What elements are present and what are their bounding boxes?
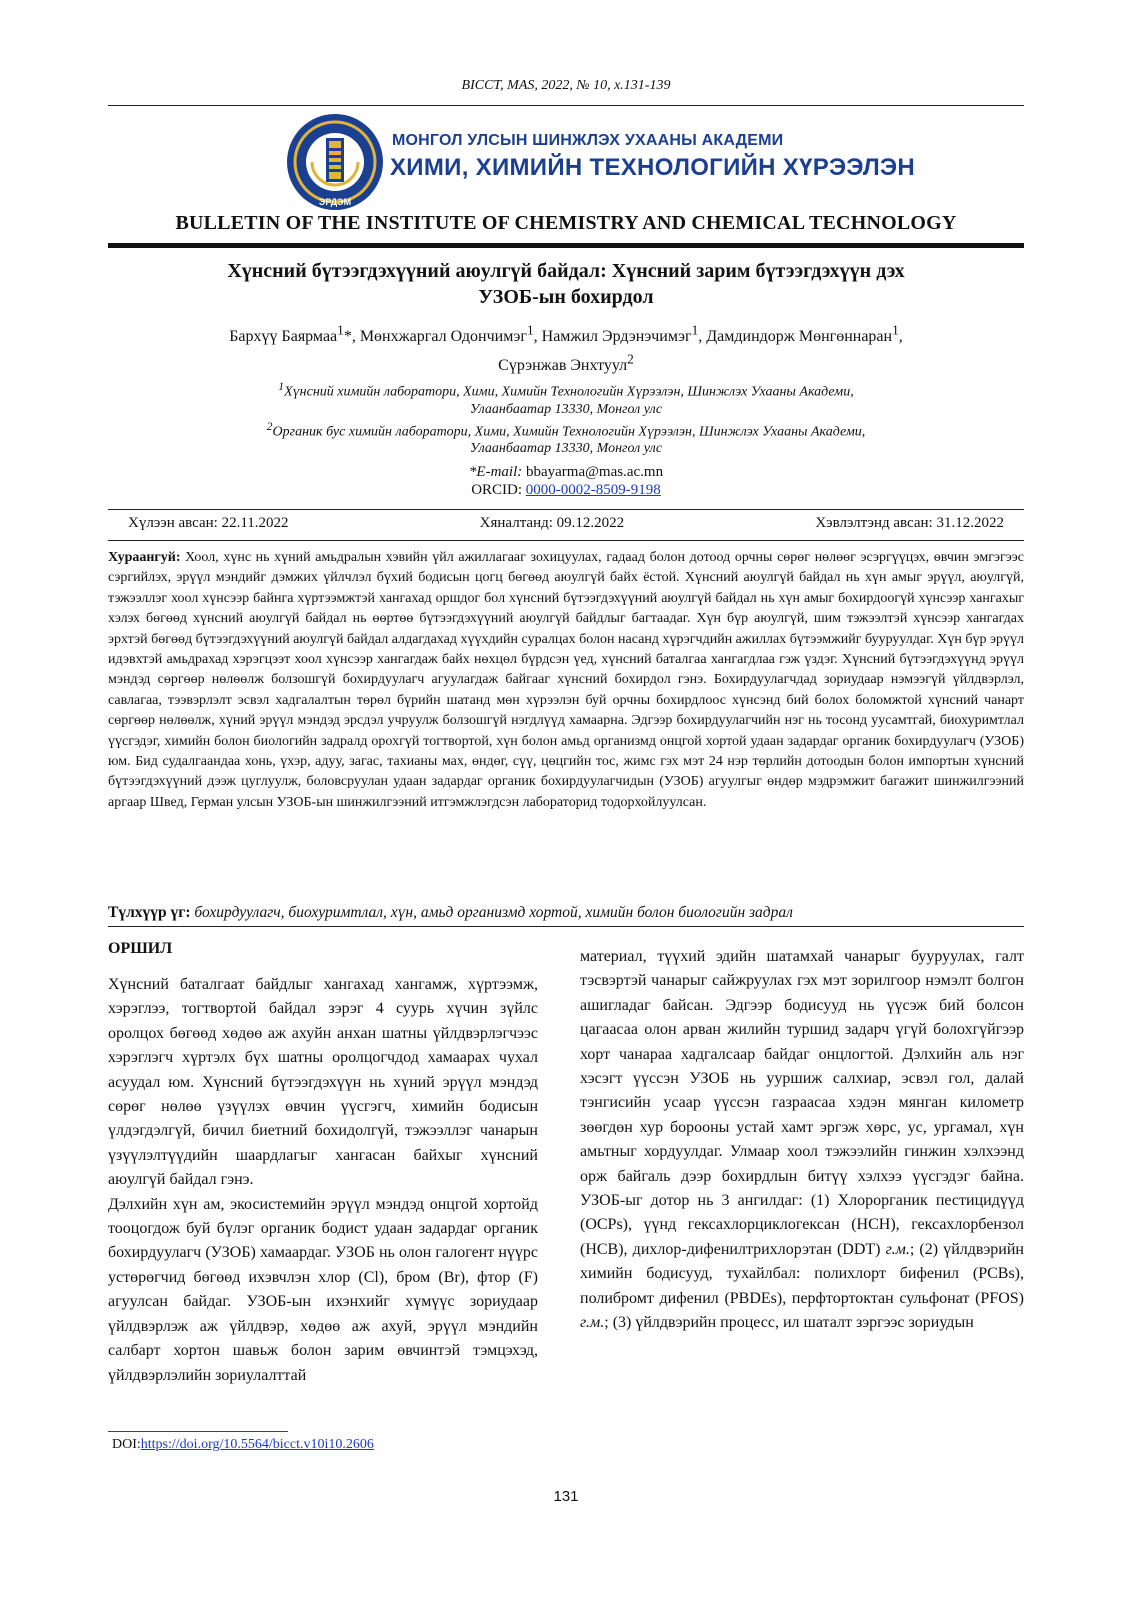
header-rule — [108, 105, 1024, 106]
date-received: Хүлээн авсан: 22.11.2022 — [128, 515, 289, 531]
orcid-label: ORCID: — [471, 482, 523, 498]
paragraph: Хүнсний баталгаат байдлыг хангахад хангамж, хүртээмж, хэрэглээ, тогтвортой байдал зэрэг 4 суурь хүчин зүйлс оролцох бөгөөд хөдөө аж ахуйн анхан шатны үйлдвэрлэгчээс хэрэглэгч хүртэлх бүх шатны оролцогчдод хамаарах чухал асуудал юм. Хүнсний бүтээгдэхүүн нь хүний эрүүл мэндэд сөрөг нөлөө үзүүлэх өвчин үүсгэгч, химийн бодисын үлдэгдэлгүй, бичил биетний бохидолгүй, тэжээллэг чанарын үзүүлэлтүүдийн шаардлагыг хангасан байхыг хүнсний аюулгүй байдал гэнэ. — [108, 976, 538, 1189]
date-published: Хэвлэлтэнд авсан: 31.12.2022 — [815, 515, 1004, 531]
section-heading-introduction: ОРШИЛ — [108, 940, 173, 957]
page-number: 131 — [553, 1488, 579, 1505]
keywords-rule — [108, 926, 1024, 927]
keywords-text: бохирдуулагч, биохуримтлал, хүн, амьд организмд хортой, химийн болон биологийн задрал — [194, 904, 793, 921]
doi-link[interactable]: https://doi.org/10.5564/bicct.v10i10.2606 — [140, 1437, 374, 1452]
title-line-2: УЗОБ-ын бохирдол — [478, 286, 654, 308]
contact-block — [0, 463, 1132, 499]
institution-name: ХИМИ, ХИМИЙН ТЕХНОЛОГИЙН ХҮРЭЭЛЭН — [390, 154, 916, 181]
date-reviewed: Хяналтанд: 09.12.2022 — [479, 515, 625, 531]
article-dates — [128, 515, 1004, 532]
dates-top-rule — [108, 509, 1024, 510]
keywords-label: Түлхүүр үг: — [108, 904, 191, 921]
paragraph: Дэлхийн хүн ам, экосистемийн эрүүл мэндэд онцгой хортойд тооцогдож буй бүлэг органик бодист удаан задардаг органик бохирдуулагч (УЗОБ) хамаардаг. УЗОБ нь олон галогент нүүрс устөрөгчид бөгөөд ихэвчлэн хлор (Cl), бром (Br), фтор (F) агуулсан байдаг. УЗОБ-ын ихэнхийг хүмүүс зориудаар үйлдвэрлэж аж үйлдвэр, хөдөө аж ахуй, эрүүл мэндийн салбарт хортон шавьж болон зарим өвчинтэй тэмцэхэд, үйлдвэрлэлийн зориулалттай — [108, 1195, 538, 1384]
orcid-line — [0, 481, 1132, 499]
paragraph: материал, түүхий эдийн шатамхай чанарыг бууруулах, галт тэсвэртэй чанарыг сайжруулах гэх мэт зорилгоор нэмэлт болгон ашигладаг байсан. Эдгээр бодисууд нь үүсэж бий болсон цагаасаа олон арван жилийн туршид задарч үгүй болохгүйгээр хорт чанараа хадгалсаар байдаг онцлогтой. Дэлхийн аль нэг хэсэгт үүссэн УЗОБ нь ууршиж салхиар, эсвэл гол, далай тэнгисийн усаар үүссэн газраасаа хэдэн мянган километр зөөгдөн хур борооны устай хамт эргэж хөрс, ус, ургамал, хүн амьтныг хордуулдаг. Улмаар хоол тэжээлийн гинжин хэлхээнд орж байгаль дээр бохирдлын битүү хэлхээ үүсгэдэг байна. УЗОБ-ыг дотор нь 3 ангилдаг: (1) Хлорорганик пестицидүүд (OCPs), үүнд гексахлорциклогексан (HCH), гексахлорбензол (HCB), дихлор-дифенилтрихлорэтан (DDT) г.м.; (2) үйлдвэрийн химийн бодисууд, тухайлбал: полихлорт бифенил (PCBs), полибромт дифенил (PBDEs), перфтортоктан сульфонат (PFOS) г.м.; (3) үйлдвэрийн процесс, ил шаталт зэргээс зориудын — [580, 948, 1024, 1332]
author: Намжил Эрдэнэчимэг$^1$, — [541, 323, 707, 346]
journal-rule — [108, 243, 1024, 248]
author: Сүрэнжав Энхтуул$^2$ — [498, 351, 634, 374]
journal-citation: BICCT, MAS, 2022, № 10, х.131-139 — [461, 78, 671, 93]
abstract — [108, 548, 1024, 813]
author: Мөнхжаргал Одончимэг$^1$, — [359, 323, 542, 346]
journal-name: BULLETIN OF THE INSTITUTE OF CHEMISTRY AND CHEMICAL TECHNOLOGY — [175, 212, 957, 234]
abstract-text: Хоол, хүнс нь хүний амьдралын хэвийн үйл ажиллагааг зохицуулах, гадаад болон дотоод орчны сөрөг нөлөөг эсэргүүцэх, өвчин эмгэгээс сэргийлэх, эрүүл мэндийг дэмжих үйлчлэл бүхий бодисын цогц бөгөөд аюулгүй байх ёстой. Хүнсний аюулгүй байдал нь хүн амыг эрүүл, аюулгүй, тэжээллэг хоол хүнсээр байнга хүртээмжтэй хангахад оршдог бол хүнсний бүтээгдэхүүний аюулгүй байдал нь хүн амыг бохирдоогүй хүнсээр хангахыг хэлэх бөгөөд хүнсний аюулгүй байдал нь өөртөө бүтээгдэхүүний аюулгүй байдлыг багтаадаг. Хүн бүр аюулгүй, шим тэжээлтэй хүнсээр хангагдах эрхтэй бөгөөд бүтээгдэхүүний аюулгүй байдал алдагдахад хүүхдийн суралцах болон насанд хүрэгчдийн ажиллах бүтээмжийг бууруулдаг. Хүн бүр эрүүл идэвхтэй амьдрахад хэрэгцээт хоол хүнсээр хангагдаж байх нөхцөл бүрдсэн үед, хүнсний баталгаа хангагдлаа гэж үздэг. Хүнсний бүтээгдэхүүнд эрүүл мэндэд сөргөөр нөлөөлж болзошгүй бохирдуулагч агуулагдаж байгааг хүнсний бохирдол гэнэ. Бохирдуулагчдад зориудаар нэмээгүй үйлдвэрлэл, савлагаа, тээвэрлэлт эсвэл хадгалалтын төрөл бүрийн шатанд мөн хүрээлэн буй орчны бохирдлоос хүнсэнд бий болох боломжтой хүнсний чанарт сөргөөр нөлөөлж, хүний эрүүл мэндэд эрсдэл учруулж болзошгүй нэгдлүүд хамаарна. Эдгээр бохирдуулагчийн нэг нь тосонд уусамтгай, биохуримтлал үүсгэдэг, химийн болон биологийн задралд орохгүй тогтвортой, хүн болон амьд организмд онцгой хортой удаан задардаг органик бохирдуулагч (УЗОБ) юм. Бид судалгаандаа хонь, үхэр, адуу, загас, тахианы мах, өндөг, сүү, цөцгийн тос, жимс гэх мэт 24 нэр төрлийн дотоодын болон импортын хүнсний бүтээгдэхүүний дээж цуглуулж, боловсруулан удаан задардаг органик бохирдуулагчидын (УЗОБ) агуулгыг өндөр мэдрэмжит багажит шинжилгээний аргаар Швед, Герман улсын УЗОБ-ын шинжилгээний итгэмжлэгдсэн лабораторид тодорхойлуулсан. — [108, 550, 1024, 810]
abstract-label: Хураангуй: — [108, 550, 181, 565]
author-list — [150, 320, 982, 377]
email-address: bbayarma@mas.ac.mn — [525, 464, 664, 480]
author: Дамдиндорж Мөнгөннаран$^1$, — [706, 323, 903, 346]
doi-line — [112, 1437, 374, 1453]
doi-label: DOI: — [112, 1437, 141, 1452]
footnote-rule — [108, 1431, 288, 1432]
affiliation-2-city: Улаанбаатар 13330, Монгол улс — [469, 441, 663, 457]
email-label: *E-mail: — [468, 464, 523, 480]
keywords — [108, 904, 1024, 922]
affiliations — [150, 378, 982, 457]
body-column-left — [108, 973, 538, 1388]
email-line — [0, 463, 1132, 481]
affiliation-1: $^1$Хүнсний химийн лаборатори, Хими, Химийн Технологийн Хүрээлэн, Шинжлэх Ухааны Академи, — [278, 380, 854, 400]
title-line-1: Хүнсний бүтээгдэхүүний аюулгүй байдал: Хүнсний зарим бүтээгдэхүүн дэх — [227, 260, 905, 282]
affiliation-1-city: Улаанбаатар 13330, Монгол улс — [469, 401, 663, 417]
body-column-right — [580, 945, 1024, 1336]
affiliation-2: $^2$Органик бус химийн лаборатори, Хими, Химийн Технологийн Хүрээлэн, Шинжлэх Ухааны Академи, — [266, 419, 866, 440]
orcid-link[interactable]: 0000-0002-8509-9198 — [525, 482, 661, 498]
dates-bottom-rule — [108, 540, 1024, 541]
article-title — [150, 258, 982, 310]
academy-logo-icon — [285, 112, 385, 212]
author: Бархүү Баярмаа$^1$*, — [229, 323, 360, 346]
logo-text: ЭРДЭМ — [318, 197, 352, 207]
institution-academy: МОНГОЛ УЛСЫН ШИНЖЛЭХ УХААНЫ АКАДЕМИ — [392, 132, 784, 149]
